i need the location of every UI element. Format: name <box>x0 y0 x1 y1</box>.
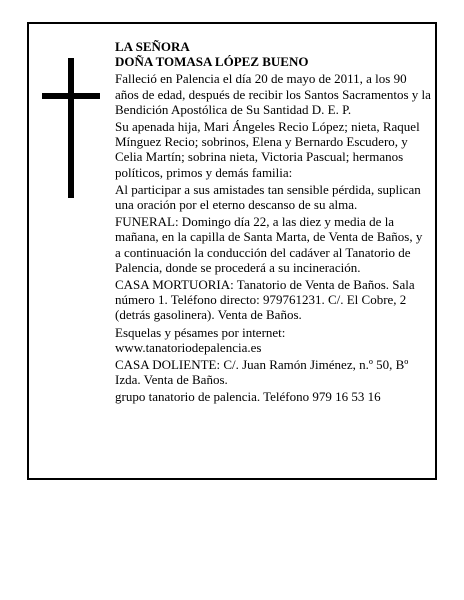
funeral-details: FUNERAL: Domingo día 22, a las diez y media de la mañana, en la capilla de Santa Marta, de Venta de Baños, y a continuación la conducción del cadáver al Tanatorio de Palencia, donde se procederá a su incineración. <box>115 214 423 275</box>
deceased-name: DOÑA TOMASA LÓPEZ BUENO <box>115 54 309 70</box>
internet-condolences: Esquelas y pésames por internet: www.tanatoriodepalencia.es <box>115 324 286 355</box>
notice-content <box>115 39 431 407</box>
funeral-home-contact: grupo tanatorio de palencia. Teléfono 979 16 53 16 <box>115 389 381 405</box>
obituary-notice <box>27 22 437 480</box>
notice-title: LA SEÑORA <box>115 39 190 54</box>
prayer-request: Al participar a sus amistades tan sensible pérdida, suplican una oración por el eterno descanso de su alma. <box>115 181 421 213</box>
cross-horizontal-bar <box>42 93 100 99</box>
mortuary-details: CASA MORTUORIA: Tanatorio de Venta de Baños. Sala número 1. Teléfono directo: 979761231. C/. El Cobre, 2 (detrás gasolinera). Venta de Baños. <box>115 277 415 323</box>
family-home-address: CASA DOLIENTE: C/. Juan Ramón Jiménez, n.º 50, Bº Izda. Venta de Baños. <box>115 357 409 388</box>
death-announcement: Falleció en Palencia el día 20 de mayo de 2011, a los 90 años de edad, después de recibir los Santos Sacramentos y la Bendición Apostólica de Su Santidad D. E. P. <box>115 71 431 117</box>
family-list: Su apenada hija, Mari Ángeles Recio López; nieta, Raquel Mínguez Recio; sobrinos, Elena y Bernardo Escudero, y Celia Martín; sobrina nieta, Victoria Pascual; hermanos políticos, primos y demás familia: <box>115 119 420 180</box>
cross-vertical-bar <box>68 58 74 198</box>
